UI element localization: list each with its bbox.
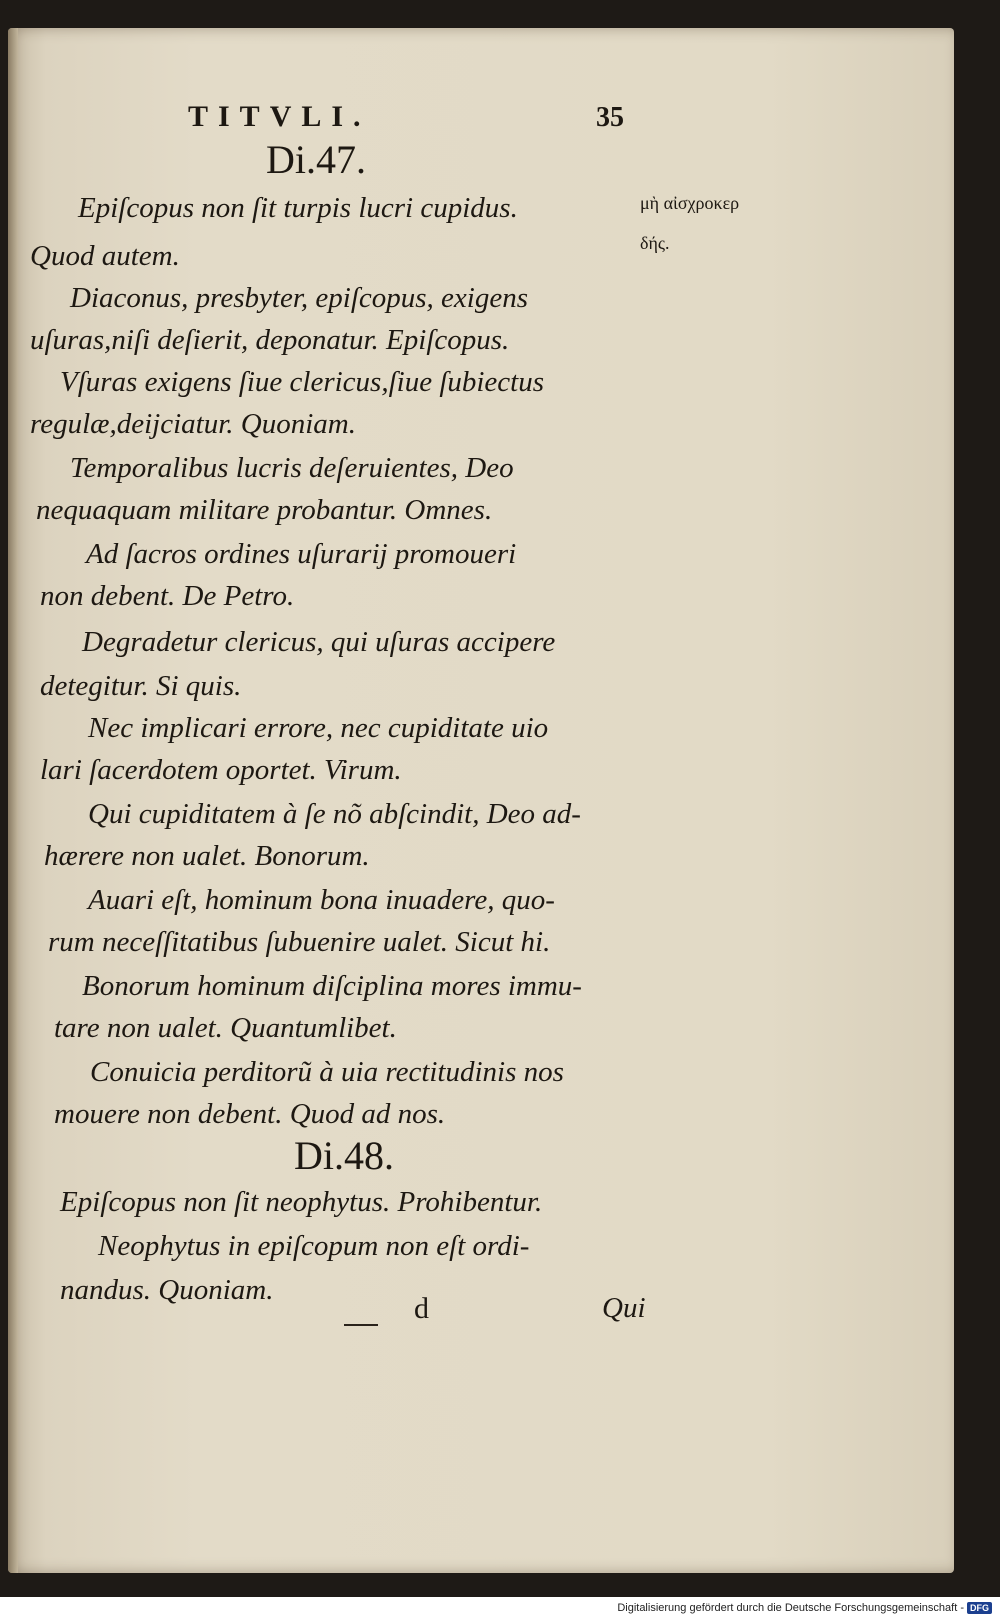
dfg-logo: DFG (967, 1602, 992, 1614)
text-line: Auari eſt, hominum bona inuadere, quo‑ (88, 884, 555, 916)
marginal-note: δής. (640, 233, 670, 253)
page-text (8, 28, 954, 1573)
text-line: hærere non ualet. Bonorum. (44, 840, 370, 872)
text-line: Degradetur clericus, qui uſuras accipere (82, 626, 556, 658)
catchword: Qui (602, 1292, 646, 1324)
page-number: 35 (596, 102, 624, 133)
text-line: Nec implicari errore, nec cupiditate uio (88, 712, 549, 744)
section-heading-di47: Di.47. (266, 137, 366, 182)
text-line: mouere non debent. Quod ad nos. (54, 1098, 446, 1130)
text-line: Conuicia perditorũ à uia rectitudinis nos (90, 1056, 564, 1088)
text-line: Temporalibus lucris deſeruientes, Deo (70, 452, 514, 484)
text-line: rum neceſſitatibus ſubuenire ualet. Sicut hi. (48, 926, 551, 958)
text-line: lari ſacerdotem oportet. Virum. (40, 754, 402, 786)
text-line: Ad ſacros ordines uſurarij promoueri (86, 538, 517, 570)
text-line: Diaconus, presbyter, epiſcopus, exigens (70, 282, 528, 314)
text-line: Qui cupiditatem à ſe nõ abſcindit, Deo ad‑ (88, 798, 581, 830)
text-line: non debent. De Petro. (40, 580, 295, 612)
text-line: detegitur. Si quis. (40, 670, 242, 702)
credit-text: Digitalisierung gefördert durch die Deutsche Forschungsgemeinschaft - (617, 1602, 964, 1614)
ink-dash (344, 1324, 378, 1326)
text-line: Bonorum hominum diſciplina mores immu‑ (82, 970, 582, 1002)
book-page (8, 28, 954, 1573)
digitization-credit (617, 1602, 992, 1614)
text-line: nandus. Quoniam. (60, 1274, 274, 1306)
running-title: TITVLI. (188, 100, 371, 133)
section-heading-di48: Di.48. (294, 1133, 394, 1178)
text-line: Vſuras exigens ſiue clericus,ſiue ſubiectus (60, 366, 545, 398)
text-line: Quod autem. (30, 240, 180, 272)
marginal-note: μὴ αἰσχροκερ (640, 193, 740, 213)
text-line: tare non ualet. Quantumlibet. (54, 1012, 397, 1044)
text-line: regulæ,deijciatur. Quoniam. (30, 408, 356, 440)
text-line: Epiſcopus non ſit neophytus. Prohibentur. (60, 1186, 543, 1218)
signature-mark: d (414, 1292, 429, 1325)
text-line: Neophytus in epiſcopum non eſt ordi‑ (98, 1230, 530, 1262)
text-line: nequaquam militare probantur. Omnes. (36, 494, 493, 526)
text-line: uſuras,niſi deſierit, deponatur. Epiſcopus. (30, 324, 510, 356)
text-line: Epiſcopus non ſit turpis lucri cupidus. (78, 192, 518, 224)
